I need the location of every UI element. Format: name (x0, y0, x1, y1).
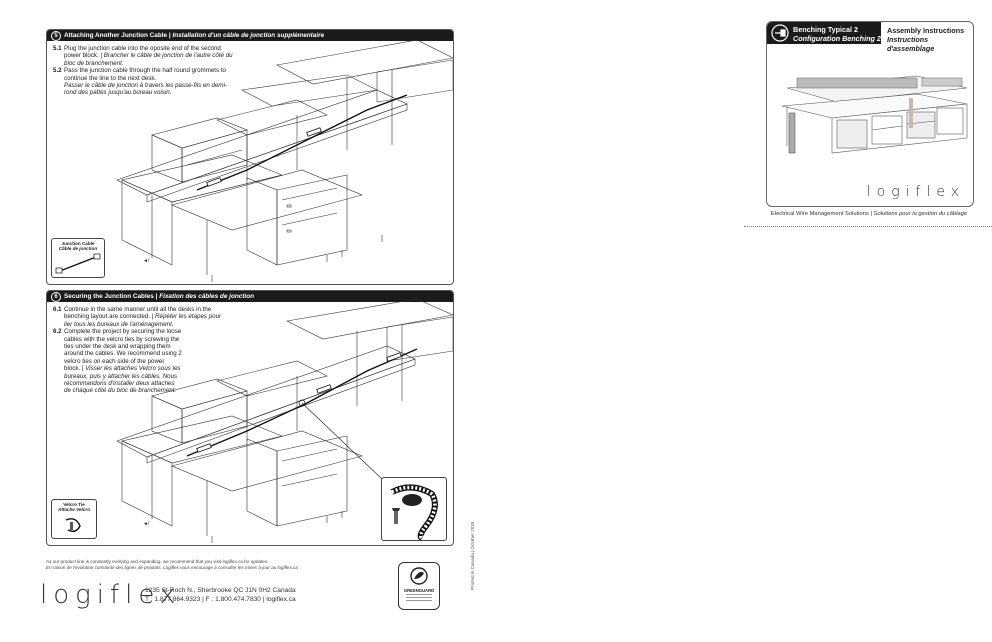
step6-title-fr: Fixation des câbles de jonction (159, 293, 255, 300)
velcro-detail-inset (381, 477, 447, 541)
step5-title-fr: Installation d'un câble de jonction supplémentaire (172, 32, 325, 39)
address-line-1: 1235 St-Roch N., Sherbrooke QC J1N 0H2 Canada (145, 587, 296, 594)
cover-panel (766, 21, 974, 207)
cover-band-line1: Benching Typical 2 (793, 25, 858, 34)
greenguard-fine-print (406, 594, 432, 601)
cover-bench-illustration (767, 58, 973, 168)
cover-title-fr: Instructions d'assemblage (887, 35, 935, 53)
step6-header: 6 Securing the Junction Cables | Fixation des câbles de jonction (47, 291, 453, 302)
step6-inset (51, 499, 97, 539)
footer-address (145, 587, 296, 604)
step5-1: 5.1 Plug the junction cable into the oposite end of the second power block. | Brancher le câble de jonction de l'autre côté du bloc de branchement. (53, 45, 233, 67)
step5-header: 5 Attaching Another Junction Cable | Installation d'un câble de jonction supplémentaire (47, 30, 453, 41)
disclaimer (46, 559, 426, 571)
svg-text:◄/: ◄/ (143, 258, 150, 264)
velcro-tie-detail-icon (382, 478, 446, 540)
greenguard-label: GREENGUARD (403, 588, 435, 593)
step6-1: 6.1 Continue in the same manner until all the desks in the benching layout are connected. | Répéter les étapes pour lier tous les bureaux de l'aménagement. (53, 306, 222, 328)
cover-logo: logiflex (866, 184, 965, 200)
junction-cable-icon (52, 239, 104, 277)
cover-title-band (767, 22, 881, 44)
disclaimer-fr: En raison de l'évolution constante des lignes de produits, Logiflex vous encourage à consulter les mises à jour au logiflex.ca (46, 565, 298, 570)
step6-number: 6 (51, 292, 61, 302)
step6-panel (46, 290, 454, 546)
fold-line (744, 226, 992, 227)
inset-label-fr: Câble de jonction (58, 246, 98, 251)
step5-number: 5 (51, 31, 61, 41)
footer-logo: logiflex (40, 580, 182, 610)
step-text-en: Plug the junction cable into the oposite end of the second power block. (64, 45, 221, 60)
cover-subtitle: Electrical Wire Management Solutions | Solutions pour la gestion du câblage (770, 211, 968, 217)
inset-label-en: Junction Cable (61, 241, 95, 246)
inset-label-en: Velcro Tie (63, 502, 85, 507)
step5-title-en: Attaching Another Junction Cable (64, 32, 168, 39)
cover-title-en: Assembly Instructions (887, 26, 965, 35)
cover-band-line2: Configuration Benching 2 (793, 34, 881, 43)
step-text-fr: Passer le câble de jonction à travers les passe-fils en demi-rond des pattes jusqu'au bureau voisin. (64, 82, 228, 97)
cover-subtitle-fr: Solutions pour la gestion du câblage (873, 211, 968, 217)
printed-note: Printed in Canada | October 2015 (470, 521, 475, 590)
power-plug-icon (769, 22, 791, 44)
cover-subtitle-en: Electrical Wire Management Solutions (770, 211, 869, 217)
inset-label-fr: Attache Velcro (58, 507, 90, 512)
greenguard-leaf-icon (399, 565, 439, 587)
velcro-tie-icon (52, 500, 96, 538)
step-text-fr: Brancher le câble de jonction de l'autre côté du bloc de branchement. (64, 52, 233, 67)
step6-2: 6.2 Complete the project by securing the loose cables with the velcro ties by screwing the ties under the desk and wrapping them around the cables. We recommend using 2 velcro ties on each side of the power block. | Visser les attaches Velcro sous les bureaux, puis y attacher les câbles. Nous recommandons d'installer deux attaches de chaque côté du bloc de branchement. (53, 328, 182, 395)
step-text-en: Pass the junction cable through the half round grommets to continue the line to the next desk. (64, 67, 227, 82)
step6-title-en: Securing the Junction Cables (64, 293, 154, 300)
step5-inset (51, 238, 105, 278)
svg-text:◄/: ◄/ (143, 521, 150, 527)
step-text-en: Complete the project by securing the loose cables with the velcro ties by screwing the ties under the desk and wrapping them around the cables. We recommend using 2 velcro ties on each side of the power block. (64, 328, 182, 373)
step-text-fr: Répéter les étapes pour lier tous les bureaux de l'aménagement. (64, 313, 222, 328)
greenguard-badge (398, 562, 440, 610)
step-text-en: Continue in the same manner until all the desks in the benching layout are connected. (64, 306, 212, 321)
disclaimer-en: As our product line is constantly evolving and expanding, we recommend that you visit logiflex.ca for updates. (46, 559, 269, 564)
address-line-2: T : 1.877.864.9323 | F : 1.800.474.7830 | logiflex.ca (145, 595, 296, 603)
step-number: 6.1 (53, 306, 62, 313)
step-number: 5.1 (53, 45, 62, 52)
step-number: 5.2 (53, 67, 62, 75)
step-text-fr: Visser les attaches Velcro sous les bureaux, puis y attacher les câbles. Nous recommandons d'installer deux attaches de chaque côté du bloc de branchement. (64, 365, 181, 395)
step5-panel (46, 29, 454, 285)
step5-desk-illustration (47, 30, 453, 284)
step-number: 6.2 (53, 328, 62, 336)
